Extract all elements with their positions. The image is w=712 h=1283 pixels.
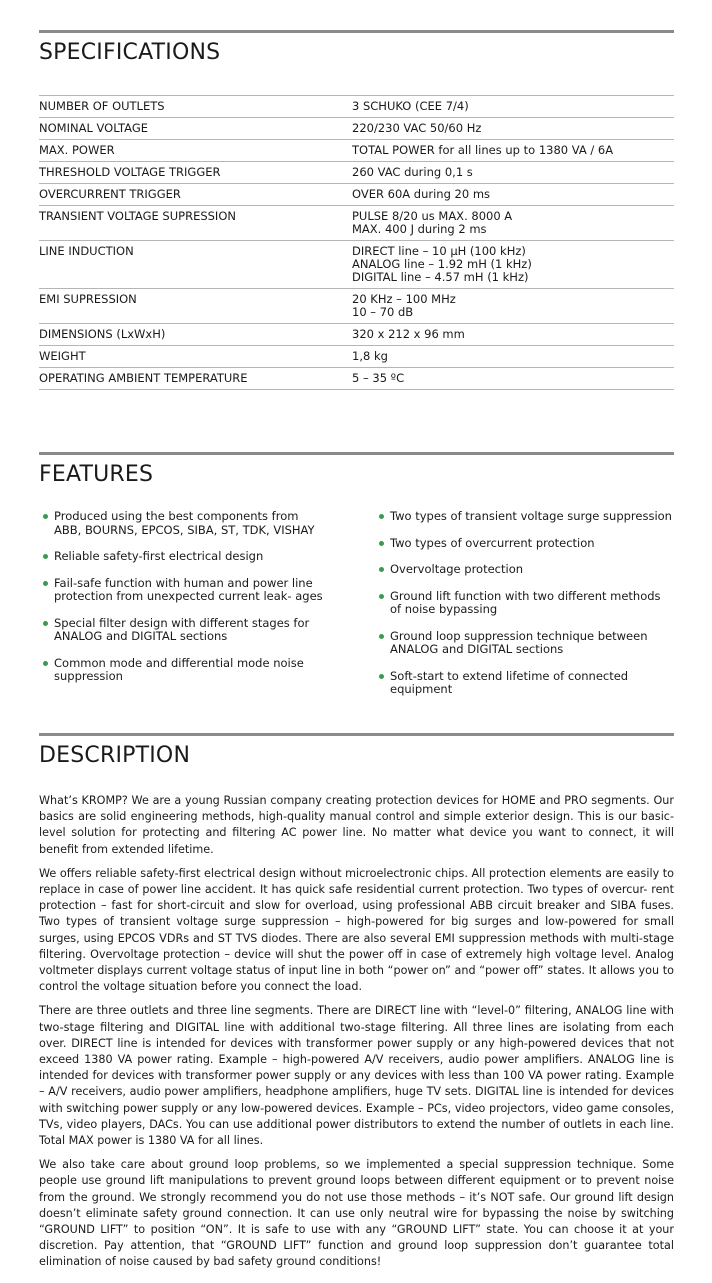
- features-heading: FEATURES: [39, 462, 154, 487]
- feature-text: Fail-safe function with human and power line protection from unexpected current leak- ages: [54, 575, 323, 603]
- spec-label: DIMENSIONS (LxWxH): [39, 327, 166, 341]
- spec-row: [39, 241, 674, 289]
- bullet-dot-icon: [43, 581, 48, 586]
- features-right-column: [375, 510, 675, 710]
- feature-item: [375, 537, 675, 551]
- feature-item: [39, 657, 329, 684]
- bullet-dot-icon: [379, 567, 384, 572]
- section-divider: [39, 30, 674, 33]
- feature-item: [39, 510, 329, 537]
- spec-label: WEIGHT: [39, 349, 86, 363]
- bullet-dot-icon: [43, 621, 48, 626]
- feature-item: [375, 563, 675, 577]
- spec-value: TOTAL POWER for all lines up to 1380 VA / 6A: [352, 143, 614, 157]
- feature-item: [375, 630, 675, 657]
- feature-text: Overvoltage protection: [390, 562, 524, 576]
- features-left-column: [39, 510, 329, 697]
- specifications-section: [39, 30, 674, 385]
- feature-item: [375, 670, 675, 697]
- bullet-dot-icon: [43, 514, 48, 519]
- spec-value: 220/230 VAC 50/60 Hz: [352, 121, 482, 135]
- section-divider: [39, 452, 674, 455]
- bullet-dot-icon: [379, 594, 384, 599]
- bullet-dot-icon: [43, 554, 48, 559]
- spec-row: [39, 140, 674, 162]
- spec-row: [39, 118, 674, 140]
- spec-row: [39, 368, 674, 390]
- bullet-dot-icon: [379, 541, 384, 546]
- feature-text: Special filter design with different stages for ANALOG and DIGITAL sections: [54, 615, 310, 643]
- spec-row: [39, 324, 674, 346]
- spec-row: [39, 206, 674, 241]
- features-section: [39, 452, 674, 696]
- feature-item: [375, 590, 675, 617]
- feature-item: [39, 550, 329, 564]
- spec-row: [39, 184, 674, 206]
- spec-label: NUMBER OF OUTLETS: [39, 99, 165, 113]
- feature-item: [39, 617, 329, 644]
- spec-row: [39, 289, 674, 324]
- description-paragraph: What’s KROMP? We are a young Russian company creating protection devices for HOME and PRO segments. Our basics are solid engineering methods, high-quality manual control and simple exterior design. This is our basic-level solution for protecting and filtering AC power line. No matter what device you want to connect, it will benefit from extended lifetime.: [39, 794, 674, 856]
- description-heading: DESCRIPTION: [39, 743, 191, 768]
- description-section: [39, 733, 674, 1269]
- spec-value: DIRECT line – 10 μH (100 kHz) ANALOG line – 1.92 mH (1 kHz) DIGITAL line – 4.57 mH (1 kHz): [352, 244, 532, 284]
- feature-item: [39, 577, 329, 604]
- section-divider: [39, 733, 674, 736]
- spec-label: LINE INDUCTION: [39, 244, 134, 258]
- spec-label: TRANSIENT VOLTAGE SUPRESSION: [39, 209, 236, 223]
- spec-label: EMI SUPRESSION: [39, 292, 137, 306]
- spec-value: 320 x 212 x 96 mm: [352, 327, 465, 341]
- feature-text: Produced using the best components from ABB, BOURNS, EPCOS, SIBA, ST, TDK, VISHAY: [54, 509, 315, 537]
- spec-label: THRESHOLD VOLTAGE TRIGGER: [39, 165, 221, 179]
- feature-text: Soft-start to extend lifetime of connected equipment: [390, 668, 629, 696]
- feature-text: Two types of overcurrent protection: [390, 535, 595, 550]
- spec-label: MAX. POWER: [39, 143, 115, 157]
- spec-value: 3 SCHUKO (CEE 7/4): [352, 99, 469, 113]
- bullet-dot-icon: [379, 634, 384, 639]
- spec-table: [39, 95, 674, 390]
- feature-text: Common mode and differential mode noise suppression: [54, 655, 304, 683]
- spec-value: 260 VAC during 0,1 s: [352, 165, 473, 179]
- spec-value: 5 – 35 ºC: [352, 371, 405, 385]
- spec-value: PULSE 8/20 us MAX. 8000 A MAX. 400 J during 2 ms: [352, 209, 513, 236]
- description-paragraph: We offers reliable safety-first electrical design without microelectronic chips. All protection elements are easily to replace in case of power line accident. It has quick safe residential current protection. Two types of overcur- rent protection – fast for short-circuit and slow for overload, using professional ABB circuit breaker and SIBA fuses. Two types of transient voltage surge suppression – high-powered for big surges and low-powered for small surges, using EPCOS VDRs and ST TVS diodes. There are also several EMI suppression methods with multi-stage filtering. Overvoltage protection – device will shut the power off in case of extremely high voltage level. Analog voltmeter displays current voltage status of input line in both “power on” and “power off” states. It allows you to control the voltage situation before you connect the load.: [39, 866, 674, 994]
- bullet-dot-icon: [379, 674, 384, 679]
- bullet-dot-icon: [379, 514, 384, 519]
- description-paragraph: We also take care about ground loop problems, so we implemented a special suppression technique. Some people use ground lift manipulations to prevent ground loops between different equipment or to prevent noise from the ground. We strongly recommend you do not use those methods – it’s NOT safe. Our ground lift design doesn’t eliminate safety ground connection. It can use only neutral wire for bypassing the noise by switching “GROUND LIFT” to position “ON”. It is safe to use with any “GROUND LIFT” state. You can choose it at your discretion. Pay attention, that “GROUND LIFT” function and ground loop suppression don’t guarantee total elimination of noise caused by bad safety ground conditions!: [39, 1158, 674, 1269]
- spec-row: [39, 96, 674, 118]
- feature-text: Ground lift function with two different methods of noise bypassing: [390, 588, 661, 616]
- spec-value: 20 KHz – 100 MHz 10 – 70 dB: [352, 292, 456, 319]
- spec-row: [39, 162, 674, 184]
- bullet-dot-icon: [43, 661, 48, 666]
- description-body: [39, 793, 674, 1279]
- spec-label: OVERCURRENT TRIGGER: [39, 187, 181, 201]
- specifications-heading: SPECIFICATIONS: [39, 40, 221, 65]
- feature-text: Ground loop suppression technique between ANALOG and DIGITAL sections: [390, 628, 648, 656]
- spec-label: NOMINAL VOLTAGE: [39, 121, 149, 135]
- feature-item: [375, 510, 675, 524]
- spec-row: [39, 346, 674, 368]
- description-paragraph: There are three outlets and three line segments. There are DIRECT line with “level-0” filtering, ANALOG line with two-stage filtering and DIGITAL line with additional two-stage filtering. All three lines are isolating from each over. DIRECT line is intended for devices with transformer power supply or any high-powered devices that not exceed 1380 VA power rating. Example – high-powered A/V receivers, audio power amplifiers. ANALOG line is intended for devices with transformer power supply or any devices with less than 100 VA power rating. Example – A/V receivers, audio power amplifiers, headphone amplifiers, huge TV sets. DIGITAL line is intended for devices with switching power supply or any low-powered devices. Example – PCs, video projectors, video game consoles, TVs, video players, DACs. You can use additional power distributors to extend the number of outlets in each line. Total MAX power is 1380 VA for all lines.: [39, 1004, 674, 1148]
- spec-value: OVER 60A during 20 ms: [352, 187, 491, 201]
- feature-text: Reliable safety-first electrical design: [54, 549, 264, 563]
- feature-text: Two types of transient voltage surge suppression: [390, 509, 672, 523]
- spec-label: OPERATING AMBIENT TEMPERATURE: [39, 371, 248, 385]
- spec-value: 1,8 kg: [352, 349, 388, 363]
